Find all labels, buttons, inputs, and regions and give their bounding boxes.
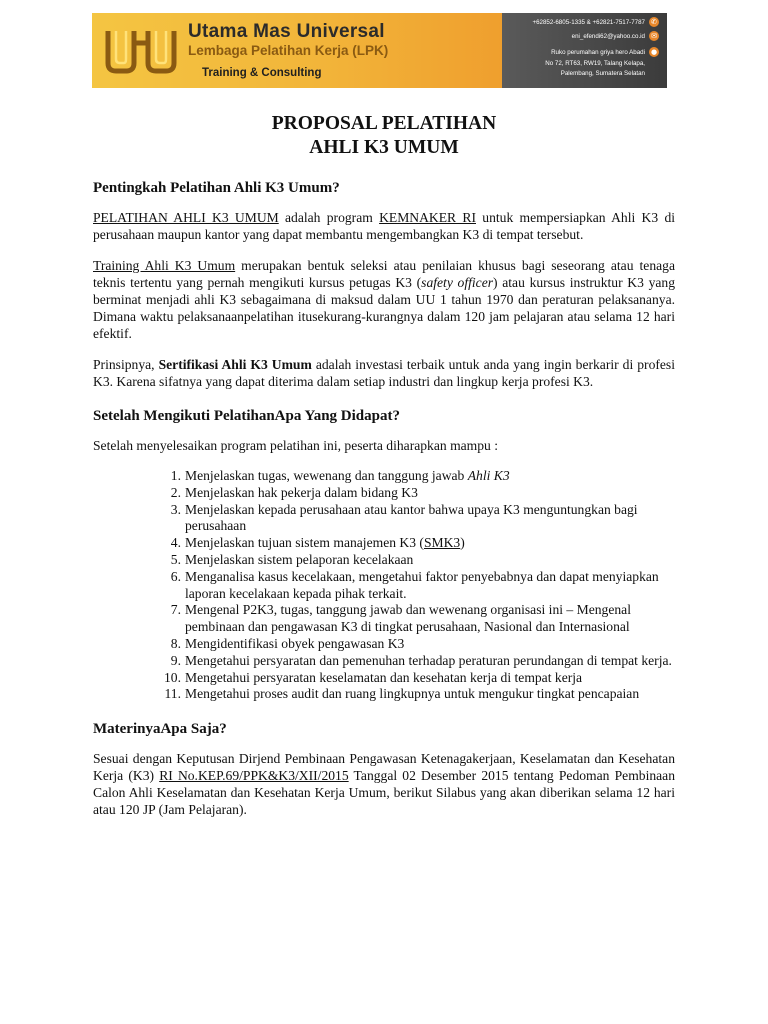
title-line-2: AHLI K3 UMUM	[309, 137, 459, 158]
list-item-text: Menjelaskan kepada perusahaan atau kantor bahwa upaya K3 menguntungkan bagi perusahaan	[185, 501, 638, 534]
list-item-number: 8.	[170, 635, 181, 651]
list-item	[93, 485, 675, 502]
contact-email: eni_efendi62@yahoo.co.id	[571, 33, 645, 40]
contact-phone: +62852-6805-1335 & +62821-7517-7787	[532, 19, 645, 26]
paragraph-text: adalah investasi terbaik untuk anda yang ingin berkarir di profesi K3. Karena sifatnya yang dapat diterima dalam setiap industri dan lingkup kerja profesi K3.	[93, 357, 676, 389]
paragraph-text: Sesuai dengan Keputusan Dirjend Pembinaan Pengawasan Ketenagakerjaan, Keselamatan dan Kesehatan Kerja (K3)	[93, 751, 675, 784]
paragraph-text: untuk mempersiapkan Ahli K3 di perusahaan maupun kantor yang dapat membantu mengembangkan K3 di tempat tersebut.	[93, 210, 676, 242]
link-regulation[interactable]: RI No.KEP.69/PPK&K3/XII/2015	[159, 768, 349, 784]
list-item-italic: Ahli K3	[467, 468, 510, 483]
section-heading-outcomes: Setelah Mengikuti PelatihanApa Yang Didapat?	[93, 408, 400, 424]
contact-address-line1: Ruko perumahan griya hero Abadi	[551, 49, 645, 56]
list-item	[93, 636, 675, 653]
list-item-text: Mengetahui persyaratan keselamatan dan kesehatan kerja di tempat kerja	[185, 669, 583, 685]
list-item	[93, 670, 675, 687]
paragraph-training-description	[93, 257, 675, 342]
location-icon: ●	[650, 48, 658, 56]
brand-name: Utama Mas Universal	[188, 21, 385, 42]
section-heading-materials: MaterinyaApa Saja?	[93, 721, 227, 738]
contact-address-line3: Palembang, Sumatera Selatan	[560, 70, 645, 77]
link-training-ahli-k3[interactable]: Training Ahli K3 Umum	[93, 258, 236, 273]
list-item	[93, 502, 675, 536]
section-heading-importance: Pentingkah Pelatihan Ahli K3 Umum?	[93, 180, 340, 196]
paragraph-intro	[93, 209, 675, 243]
list-item-text: Mengetahui proses audit dan ruang lingkupnya untuk mengukur tingkat pencapaian	[185, 686, 640, 702]
paragraph-text: Prinsipnya,	[93, 357, 159, 372]
contact-address-line2: No 72, RT63, RW19, Talang Kelapa,	[545, 60, 645, 67]
brand-tagline: Training & Consulting	[202, 67, 322, 79]
paragraph-principle	[93, 356, 675, 390]
link-kemnaker-ri[interactable]: KEMNAKER RI	[379, 210, 476, 225]
paragraph-text: Tanggal 02 Desember 2015 tentang Pedoman Pembinaan Calon Ahli Keselamatan dan Kesehatan Kerja Umum, berikut Silabus yang akan diberikan selama 12 hari atau 120 JP (Jam Pelajaran).	[93, 768, 676, 818]
list-item-number: 1.	[170, 468, 181, 483]
outcomes-list	[93, 468, 675, 703]
list-item-number: 6.	[170, 568, 181, 584]
phone-icon: ✆	[649, 17, 659, 27]
list-item-text: Mengetahui persyaratan dan pemenuhan terhadap peraturan perundangan di tempat kerja.	[185, 652, 672, 668]
letterhead-banner	[92, 13, 667, 88]
email-icon: ✉	[649, 31, 659, 41]
list-item	[93, 569, 675, 603]
list-item-text: Menjelaskan tugas, wewenang dan tanggung jawab	[185, 468, 468, 483]
list-item	[93, 535, 675, 552]
list-item-text: Menjelaskan hak pekerja dalam bidang K3	[185, 484, 418, 500]
paragraph-materials	[93, 750, 675, 818]
list-item-number: 4.	[170, 535, 181, 551]
paragraph-text: merupakan bentuk seleksi atau penilaian khusus bagi seseorang atau tenaga teknis tertentu yang pernah mengikuti kursus petugas K3 (	[93, 258, 675, 290]
list-item-text: Mengenal P2K3, tugas, tanggung jawab dan wewenang organisasi ini – Mengenal pembinaan dan pengawasan K3 di tingkat perusahaan, Nasional dan Internasional	[185, 602, 631, 635]
bold-term: Sertifikasi Ahli K3 Umum	[158, 357, 312, 372]
italic-term: safety officer	[421, 275, 494, 290]
list-item-link[interactable]: SMK3	[423, 535, 461, 551]
brand-subtitle: Lembaga Pelatihan Kerja (LPK)	[188, 43, 389, 58]
list-item	[93, 602, 675, 636]
paragraph-outcomes-intro: Setelah menyelesaikan program pelatihan ini, peserta diharapkan mampu :	[93, 438, 499, 453]
company-logo-icon	[102, 23, 182, 78]
list-item	[93, 552, 675, 569]
list-item-number: 7.	[170, 602, 181, 618]
document-body	[93, 112, 675, 832]
link-pelatihan-ahli-k3[interactable]: PELATIHAN AHLI K3 UMUM	[93, 210, 279, 225]
list-item-number: 3.	[170, 501, 181, 517]
list-item-text: Menganalisa kasus kecelakaan, mengetahui faktor penyebabnya dan dapat menyiapkan laporan kecelakaan kepada pihak terkait.	[185, 568, 659, 601]
list-item-number: 11.	[164, 686, 181, 702]
list-item-number: 9.	[170, 652, 181, 668]
paragraph-text: ) atau kursus instruktur K3 yang berminat menjadi ahli K3 sebagaimana di maksud dalam UU 1 tahun 1970 dan peraturan pelaksananya. Dimana waktu pelaksanaanpelatihan itusekurang-kurangnya dalam 120 jam pelajaran atau selama 12 hari efektif.	[93, 275, 676, 341]
document-title	[93, 112, 675, 160]
list-item	[93, 468, 675, 485]
list-item-number: 2.	[170, 484, 181, 500]
paragraph-text: adalah program	[278, 210, 380, 225]
list-item-text: Mengidentifikasi obyek pengawasan K3	[185, 635, 405, 651]
list-item-text-after: )	[460, 535, 465, 551]
list-item	[93, 686, 675, 703]
list-item-number: 5.	[170, 551, 181, 567]
list-item-text: Menjelaskan tujuan sistem manajemen K3 (	[185, 535, 424, 551]
list-item-text: Menjelaskan sistem pelaporan kecelakaan	[185, 551, 414, 567]
list-item-number: 10.	[164, 669, 181, 685]
list-item	[93, 653, 675, 670]
title-line-1: PROPOSAL PELATIHAN	[271, 113, 497, 134]
